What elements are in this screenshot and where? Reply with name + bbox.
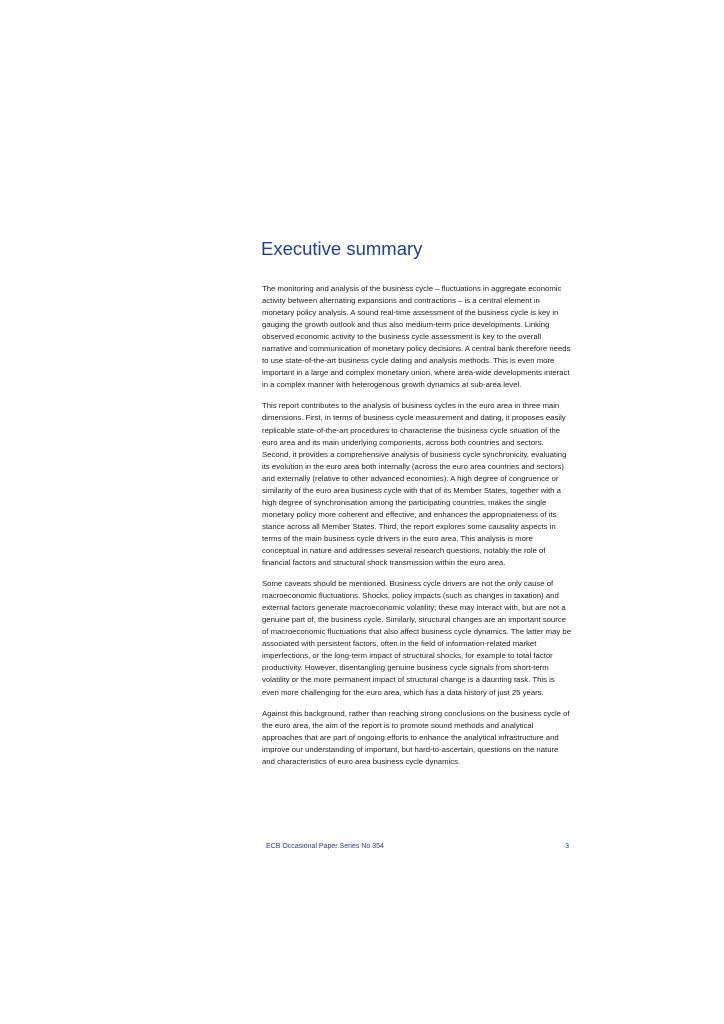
paragraph-1: The monitoring and analysis of the business cycle – fluctuations in aggregate economic activity between alternating expansions and contractions – is a central element in monetary policy analysis. A sound real-time assessment of the business cycle is key in gauging the growth outlook and thus also medium-term price developments. Linking observed economic activity to the business cycle assessment is key to the overall narrative and communication of monetary policy decisions. A central bank therefore needs to use state-of-the-art business cycle dating and analysis methods. This is even more important in a large and complex monetary union, where area-wide developments interact in a complex manner with heterogenous growth dynamics at sub-area level. (262, 284, 571, 390)
section-heading: Executive summary (261, 238, 423, 259)
body-text (262, 283, 572, 777)
paragraph-2: This report contributes to the analysis of business cycles in the euro area in three main dimensions. First, in terms of business cycle measurement and dating, it proposes easily replicable state-of-the-art procedures to characterise the business cycle situation of the euro area and its main underlying components, across both countries and sectors. Second, it provides a comprehensive analysis of business cycle synchronicity, evaluating its evolution in the euro area both internally (across the euro area countries and sectors) and externally (relative to other advanced economies). A high degree of congruence or similarity of the euro area business cycle with that of its Member States, together with a high degree of synchronisation among the participating countries, makes the single monetary policy more coherent and effective, and enhances the appropriateness of its stance across all Member States. Third, the report explores some causality aspects in terms of the main business cycle drivers in the euro area. This analysis is more conceptual in nature and addresses several research questions, notably the role of financial factors and structural shock transmission within the euro area. (262, 401, 567, 568)
page-footer (266, 840, 569, 854)
paragraph-3: Some caveats should be mentioned. Business cycle drivers are not the only cause of macroeconomic fluctuations. Shocks, policy impacts (such as changes in taxation) and external factors generate macroeconomic volatility; these may interact with, but are not a genuine part of, the business cycle. Similarly, structural changes are an important source of macroeconomic fluctuations that also affect business cycle dynamics. The latter may be associated with persistent factors, often in the field of information-related market imperfections, or the long-term impact of structural shocks, for example to total factor productivity. However, disentangling genuine business cycle signals from short-term volatility or the more permanent impact of structural change is a daunting task. This is even more challenging for the euro area, which has a data history of just 25 years. (262, 579, 572, 697)
footer-series-title: ECB Occasional Paper Series No 354 (266, 843, 384, 850)
page-number: 3 (565, 843, 569, 850)
paragraph-4: Against this background, rather than reaching strong conclusions on the business cycle of the euro area, the aim of the report is to promote sound methods and analytical approaches that are part of ongoing efforts to enhance the analytical infrastructure and improve our understanding of important, but hard-to-ascertain, questions on the nature and characteristics of euro area business cycle dynamics. (262, 708, 570, 766)
